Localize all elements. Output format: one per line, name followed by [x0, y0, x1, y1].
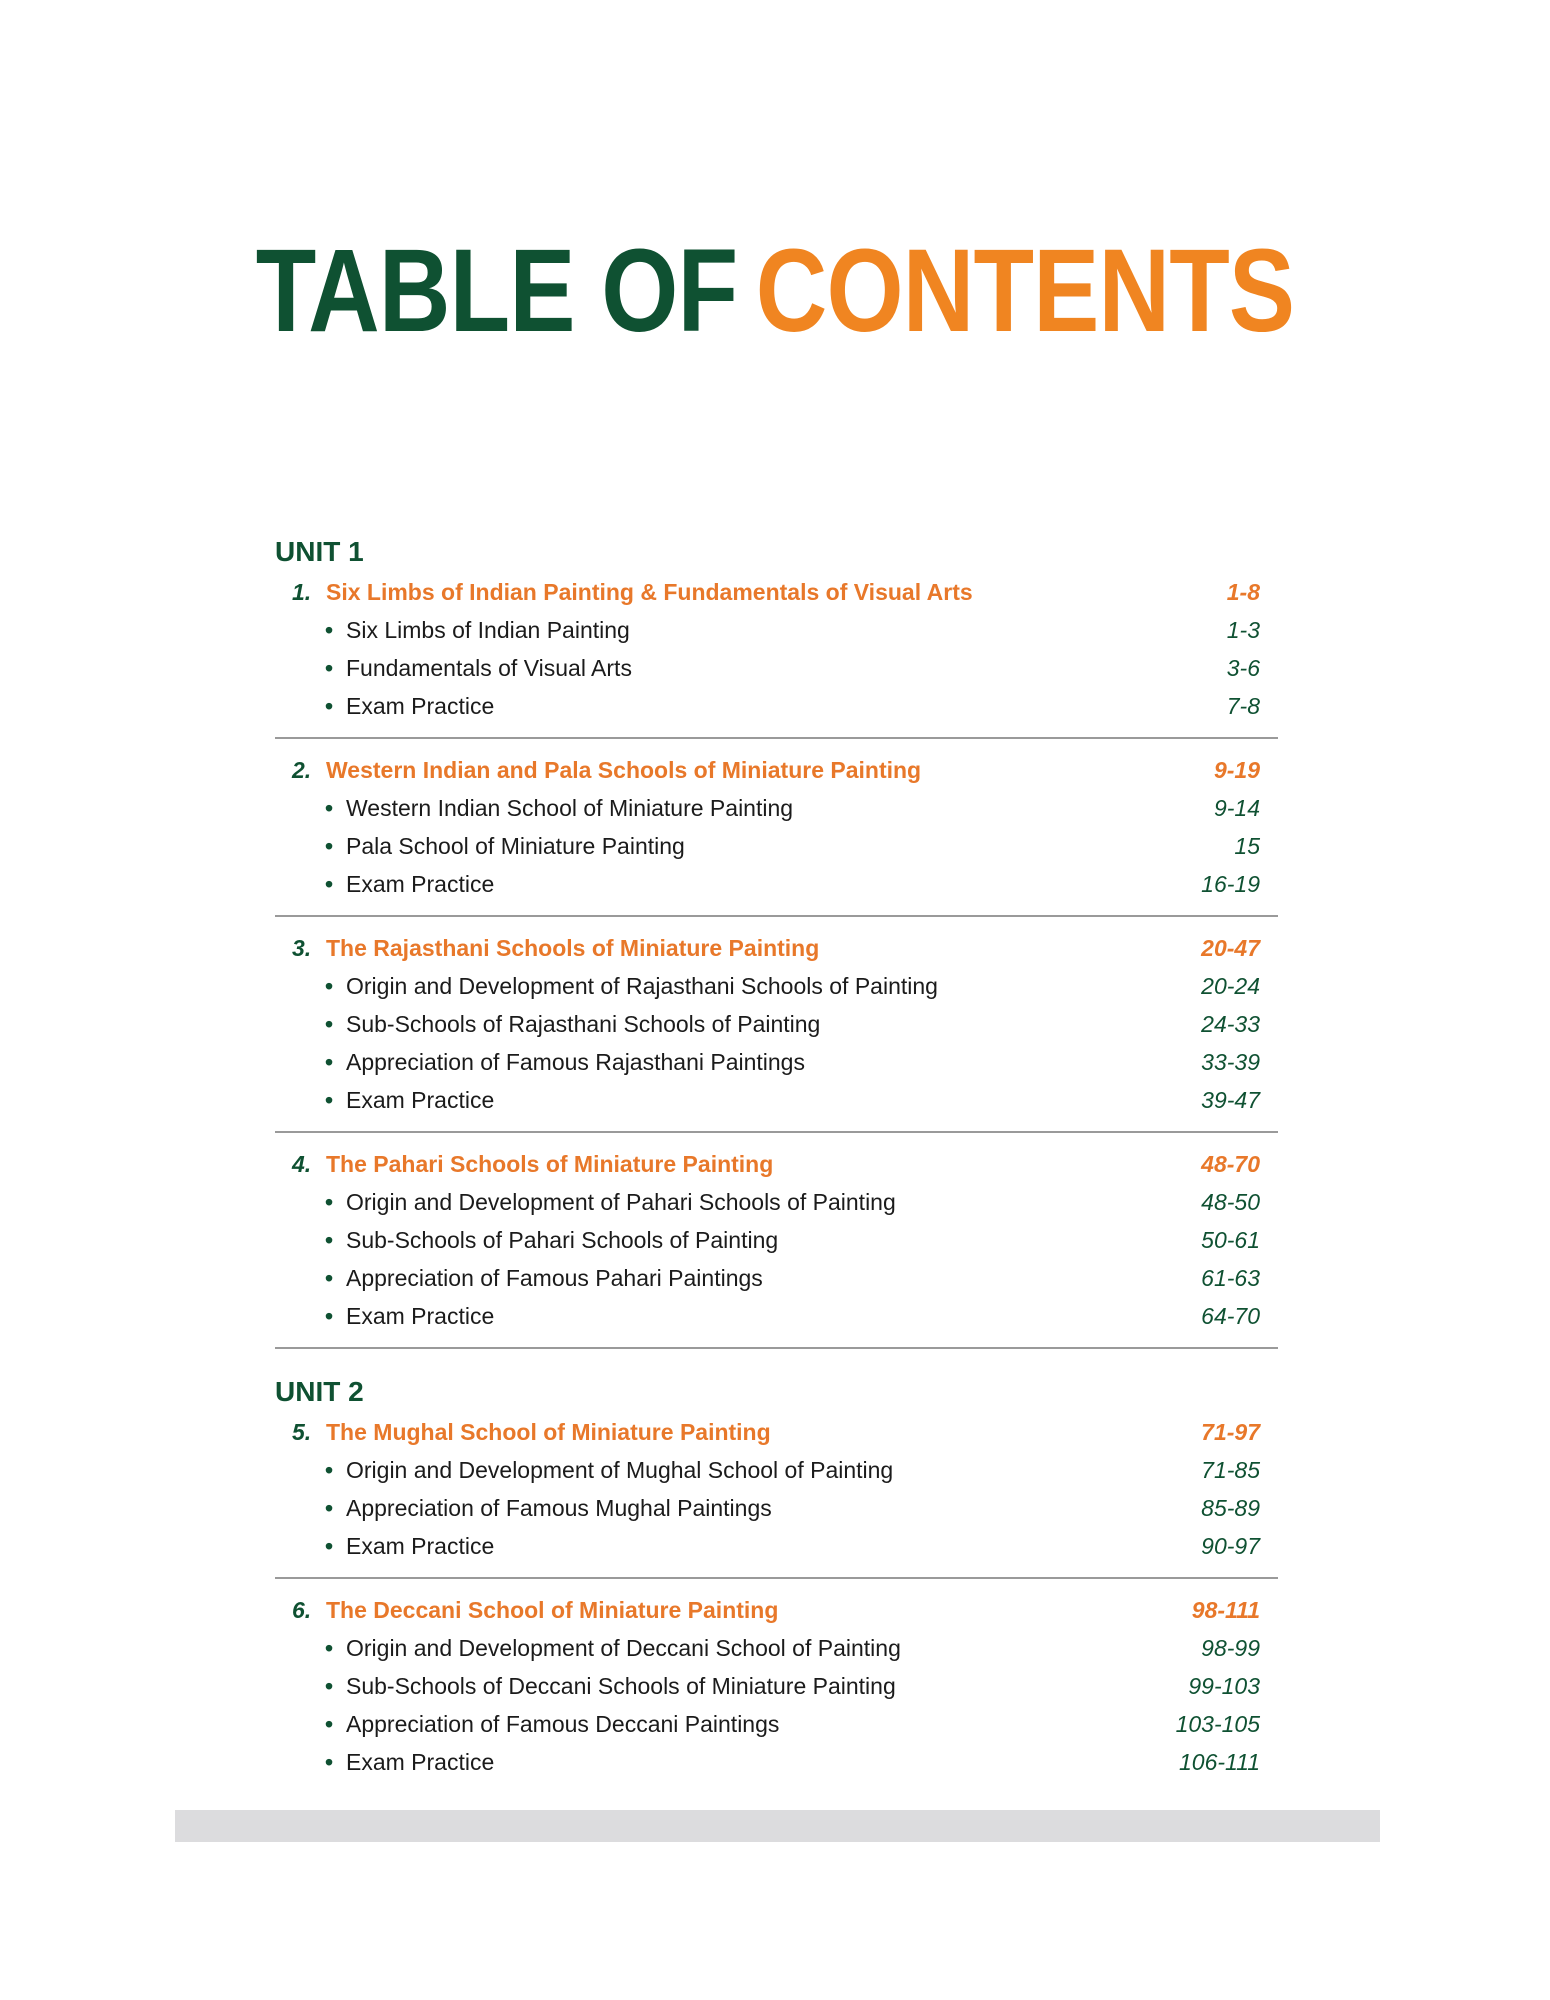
chapter-pages: 98-111 [1191, 1597, 1260, 1623]
bullet-icon: • [325, 1087, 334, 1113]
section-pages: 106-111 [1179, 1749, 1260, 1775]
section-row[interactable] [275, 687, 1278, 725]
section-row[interactable] [275, 1005, 1278, 1043]
bullet-icon: • [325, 973, 334, 999]
section-title: Sub-Schools of Deccani Schools of Miniature Painting [346, 1673, 896, 1699]
section-pages: 39-47 [1201, 1087, 1260, 1113]
section-pages: 9-14 [1213, 795, 1260, 821]
section-row[interactable] [275, 1221, 1278, 1259]
page-title [124, 225, 1426, 357]
section-row[interactable] [275, 1489, 1278, 1527]
bullet-icon: • [325, 1011, 334, 1037]
section-pages: 16-19 [1201, 871, 1260, 897]
bullet-icon: • [325, 1749, 334, 1775]
section-pages: 50-61 [1201, 1227, 1260, 1253]
bullet-icon: • [325, 1303, 334, 1329]
bullet-icon: • [325, 1189, 334, 1215]
section-pages: 99-103 [1188, 1673, 1260, 1699]
chapter-number: 4. [292, 1151, 312, 1177]
section-pages: 64-70 [1201, 1303, 1260, 1329]
chapter-row[interactable] [275, 751, 1278, 789]
section-title: Exam Practice [346, 1533, 495, 1559]
chapter-title: The Mughal School of Miniature Painting [326, 1419, 771, 1445]
section-pages: 1-3 [1226, 617, 1260, 643]
section-title: Exam Practice [346, 1303, 495, 1329]
bullet-icon: • [325, 833, 334, 859]
chapter-title: The Deccani School of Miniature Painting [326, 1597, 779, 1623]
section-row[interactable] [275, 1629, 1278, 1667]
section-title: Exam Practice [346, 693, 495, 719]
section-title: Exam Practice [346, 1087, 495, 1113]
section-title: Fundamentals of Visual Arts [346, 655, 632, 681]
section-pages: 3-6 [1226, 655, 1260, 681]
bullet-icon: • [325, 1673, 334, 1699]
section-row[interactable] [275, 1183, 1278, 1221]
chapter-title: Six Limbs of Indian Painting & Fundamentals of Visual Arts [326, 579, 973, 605]
bullet-icon: • [325, 871, 334, 897]
chapter-block [275, 751, 1278, 903]
chapter-pages: 48-70 [1201, 1151, 1260, 1177]
table-of-contents [275, 531, 1278, 1781]
chapter-pages: 1-8 [1226, 579, 1260, 605]
chapter-block [275, 1591, 1278, 1781]
unit-gap [275, 1361, 1278, 1371]
chapter-number: 3. [292, 935, 312, 961]
section-pages: 48-50 [1201, 1189, 1260, 1215]
section-pages: 24-33 [1201, 1011, 1260, 1037]
section-row[interactable] [275, 1297, 1278, 1335]
section-divider [275, 1347, 1278, 1349]
unit-heading: UNIT 1 [275, 536, 364, 567]
section-row[interactable] [275, 1451, 1278, 1489]
section-row[interactable] [275, 1259, 1278, 1297]
section-pages: 71-85 [1201, 1457, 1260, 1483]
bullet-icon: • [325, 1457, 334, 1483]
chapter-row[interactable] [275, 1413, 1278, 1451]
section-title: Sub-Schools of Rajasthani Schools of Painting [346, 1011, 821, 1037]
bullet-icon: • [325, 1227, 334, 1253]
section-row[interactable] [275, 865, 1278, 903]
unit-heading: UNIT 2 [275, 1376, 364, 1407]
chapter-row[interactable] [275, 929, 1278, 967]
section-title: Pala School of Miniature Painting [346, 833, 685, 859]
section-row[interactable] [275, 827, 1278, 865]
section-row[interactable] [275, 967, 1278, 1005]
section-pages: 85-89 [1201, 1495, 1260, 1521]
section-pages: 61-63 [1201, 1265, 1260, 1291]
section-divider [275, 1131, 1278, 1133]
chapter-block [275, 1145, 1278, 1335]
section-row[interactable] [275, 1043, 1278, 1081]
section-pages: 33-39 [1201, 1049, 1260, 1075]
section-row[interactable] [275, 1527, 1278, 1565]
chapter-block [275, 573, 1278, 725]
chapter-number: 5. [292, 1419, 312, 1445]
bullet-icon: • [325, 1635, 334, 1661]
section-title: Exam Practice [346, 1749, 495, 1775]
section-row[interactable] [275, 789, 1278, 827]
section-title: Western Indian School of Miniature Painting [346, 795, 794, 821]
title-part-orange: CONTENTS [755, 225, 1295, 357]
section-title: Exam Practice [346, 871, 495, 897]
section-row[interactable] [275, 1743, 1278, 1781]
chapter-number: 2. [292, 757, 312, 783]
section-divider [275, 737, 1278, 739]
section-pages: 90-97 [1201, 1533, 1260, 1559]
bullet-icon: • [325, 795, 334, 821]
section-title: Origin and Development of Rajasthani Schools of Painting [346, 973, 938, 999]
bullet-icon: • [325, 1265, 334, 1291]
bullet-icon: • [325, 1049, 334, 1075]
chapter-block [275, 1413, 1278, 1565]
section-title: Appreciation of Famous Deccani Paintings [346, 1711, 780, 1737]
section-pages: 20-24 [1201, 973, 1260, 999]
bullet-icon: • [325, 1495, 334, 1521]
bullet-icon: • [325, 617, 334, 643]
chapter-block [275, 929, 1278, 1119]
bullet-icon: • [325, 655, 334, 681]
chapter-title: The Pahari Schools of Miniature Painting [326, 1151, 774, 1177]
section-pages: 98-99 [1201, 1635, 1260, 1661]
section-row[interactable] [275, 1705, 1278, 1743]
chapter-pages: 71-97 [1201, 1419, 1260, 1445]
section-title: Appreciation of Famous Mughal Paintings [346, 1495, 772, 1521]
section-divider [275, 915, 1278, 917]
section-row[interactable] [275, 1081, 1278, 1119]
section-divider [275, 1577, 1278, 1579]
chapter-row[interactable] [275, 573, 1278, 611]
bullet-icon: • [325, 1711, 334, 1737]
bullet-icon: • [325, 1533, 334, 1559]
section-row[interactable] [275, 611, 1278, 649]
chapter-pages: 9-19 [1213, 757, 1260, 783]
section-title: Appreciation of Famous Pahari Paintings [346, 1265, 763, 1291]
footer-band [175, 1810, 1380, 1842]
chapter-number: 6. [292, 1597, 312, 1623]
bullet-icon: • [325, 693, 334, 719]
section-title: Origin and Development of Pahari Schools of Painting [346, 1189, 896, 1215]
section-title: Six Limbs of Indian Painting [346, 617, 630, 643]
section-pages: 7-8 [1226, 693, 1260, 719]
chapter-number: 1. [292, 579, 312, 605]
title-part-green: TABLE OF [255, 225, 738, 357]
section-title: Sub-Schools of Pahari Schools of Painting [346, 1227, 779, 1253]
chapter-row[interactable] [275, 1591, 1278, 1629]
section-row[interactable] [275, 649, 1278, 687]
chapter-row[interactable] [275, 1145, 1278, 1183]
chapter-pages: 20-47 [1201, 935, 1260, 961]
section-title: Origin and Development of Deccani School of Painting [346, 1635, 901, 1661]
section-title: Origin and Development of Mughal School of Painting [346, 1457, 894, 1483]
section-pages: 103-105 [1175, 1711, 1260, 1737]
section-title: Appreciation of Famous Rajasthani Paintings [346, 1049, 805, 1075]
chapter-title: Western Indian and Pala Schools of Miniature Painting [326, 757, 922, 783]
chapter-title: The Rajasthani Schools of Miniature Painting [326, 935, 820, 961]
section-pages: 15 [1234, 833, 1260, 859]
section-row[interactable] [275, 1667, 1278, 1705]
